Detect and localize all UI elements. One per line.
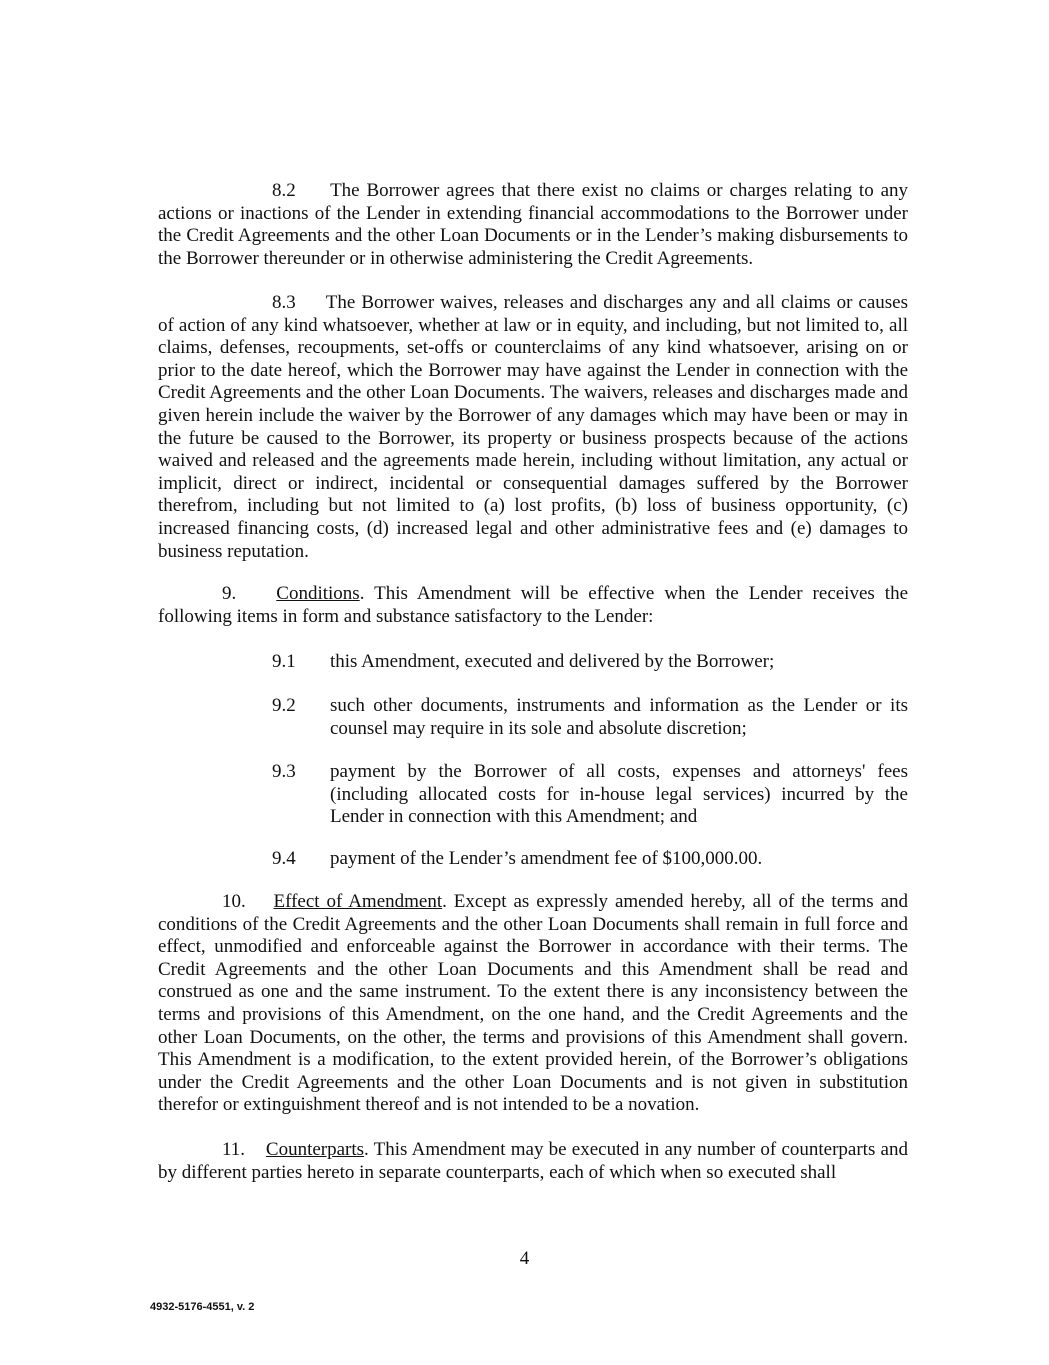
list-item-9-4 — [272, 848, 908, 871]
section-heading: Counterparts — [265, 1139, 365, 1160]
item-text: payment by the Borrower of all costs, expenses and attorneys' fees (including allocated costs for in-house legal services) incurred by the Lender in connection with this Amendment; and — [330, 761, 908, 828]
section-number: 8.2 — [272, 180, 296, 201]
page-number: 4 — [519, 1248, 530, 1269]
section-10 — [158, 891, 908, 1117]
section-number: 10. — [222, 891, 246, 912]
section-text: . Except as expressly amended hereby, all of the terms and conditions of the Credit Agreements and the other Loan Documents shall remain in full force and effect, unmodified and enforceable against the Borrower in accordance with their terms. The Credit Agreements and the other Loan Documents and this Amendment shall be read and construed as one and the same instrument. To the extent there is any inconsistency between the terms and provisions of this Amendment, on the one hand, and the Credit Agreements and the other Loan Documents, on the other, the terms and provisions of this Amendment shall govern. This Amendment is a modification, to the extent provided herein, of the Borrower’s obligations under the Credit Agreements and the other Loan Documents and is not given in substitution therefor or extinguishment thereof and is not intended to be a novation. — [158, 891, 909, 1116]
item-text: this Amendment, executed and delivered by the Borrower; — [330, 651, 775, 672]
section-text: The Borrower waives, releases and discharges any and all claims or causes of action of any kind whatsoever, whether at law or in equity, and including, but not limited to, all claims, defenses, recoupments, set-offs or counterclaims of any kind whatsoever, arising on or prior to the date hereof, which the Borrower may have against the Lender in connection with the Credit Agreements and the other Loan Documents. The waivers, releases and discharges made and given herein include the waiver by the Borrower of any damages which may have been or may in the future be caused to the Borrower, its property or business prospects because of the actions waived and released and the agreements made herein, including without limitation, any actual or implicit, direct or indirect, incidental or consequential damages suffered by the Borrower therefrom, including but not limited to (a) lost profits, (b) loss of business opportunity, (c) increased financing costs, (d) increased legal and other administrative fees and (e) damages to business reputation. — [158, 292, 909, 562]
section-8-2 — [158, 180, 908, 270]
section-11 — [158, 1139, 908, 1184]
section-number: 11. — [222, 1139, 246, 1160]
section-number: 9. — [222, 583, 237, 604]
item-text: payment of the Lender’s amendment fee of $100,000.00. — [330, 848, 763, 869]
list-item-9-2 — [272, 695, 908, 740]
section-heading: Effect of Amendment — [273, 891, 443, 912]
section-number: 8.3 — [272, 292, 296, 313]
list-item-9-1 — [272, 651, 908, 674]
item-number: 9.4 — [272, 848, 296, 869]
item-number: 9.3 — [272, 761, 296, 782]
section-heading: Conditions — [276, 583, 360, 604]
document-id-footer: 4932-5176-4551, v. 2 — [150, 1301, 255, 1313]
item-number: 9.1 — [272, 651, 296, 672]
item-number: 9.2 — [272, 695, 296, 716]
section-8-3 — [158, 292, 908, 563]
section-text: . This Amendment will be effective when the Lender receives the following items in form and substance satisfactory to the Lender: — [158, 583, 909, 627]
section-text: . This Amendment may be executed in any number of counterparts and by different parties hereto in separate counterparts, each of which when so executed shall — [158, 1139, 908, 1183]
section-text: The Borrower agrees that there exist no claims or charges relating to any actions or inactions of the Lender in extending financial accommodations to the Borrower under the Credit Agreements and the other Loan Documents or in the Lender’s making disbursements to the Borrower thereunder or in otherwise administering the Credit Agreements. — [158, 180, 909, 269]
item-text: such other documents, instruments and information as the Lender or its counsel may require in its sole and absolute discretion; — [330, 695, 908, 739]
section-9 — [158, 583, 908, 628]
list-item-9-3 — [272, 761, 908, 829]
